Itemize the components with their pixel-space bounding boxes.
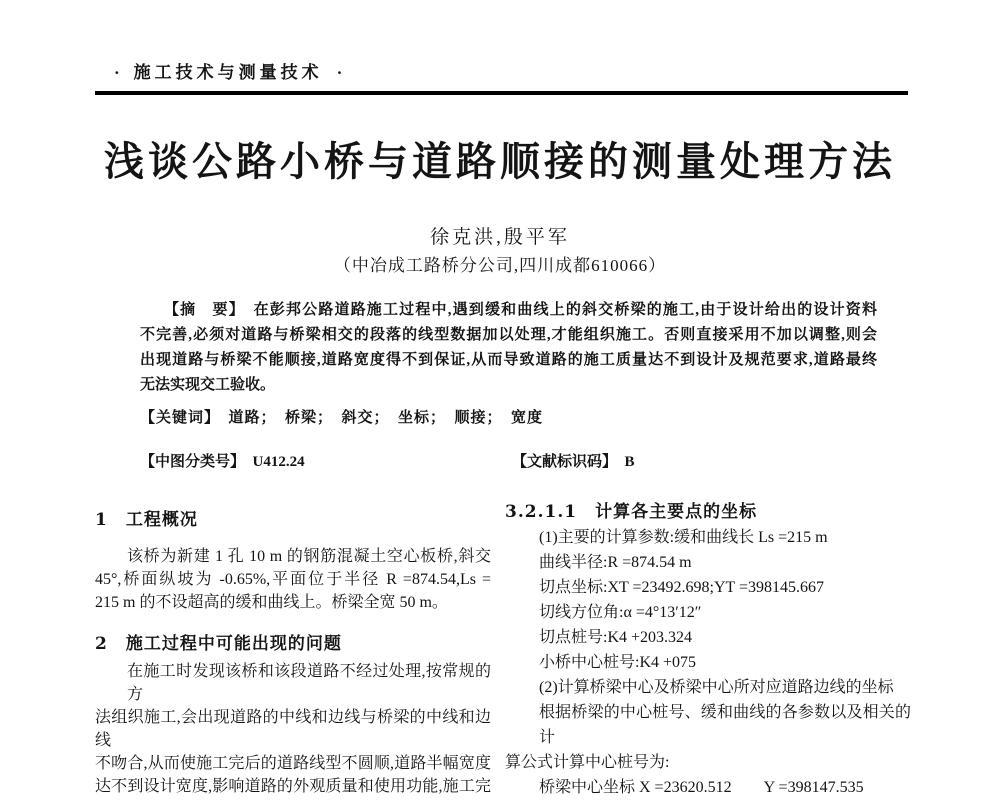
body-line: 算公式计算中心桩号为: <box>505 754 670 771</box>
paper-title: 浅谈公路小桥与道路顺接的测量处理方法 <box>104 138 896 185</box>
header-divider-rule <box>95 91 908 95</box>
header-left-dot: · <box>114 63 120 82</box>
formula-line: (1)主要的计算参数:缓和曲线长 Ls =215 m <box>539 529 828 546</box>
abstract-line: 不完善,必须对道路与桥梁相交的段落的线型数据加以处理,才能组织施工。否则直接采用不加以调整,则会 <box>140 327 877 343</box>
abstract-line: 无法实现交工验收。 <box>140 377 276 393</box>
paper-authors: 徐克洪,殷平军 <box>430 227 570 248</box>
formula-line: 切点坐标:XT =23492.698;YT =398145.667 <box>539 579 825 596</box>
body-line: 45°,桥面纵坡为 -0.65%,平面位于半径 R =874.54,Ls = <box>95 571 491 588</box>
body-line: 根据桥梁的中心桩号、缓和曲线的各参数以及相关的计 <box>539 704 911 746</box>
body-line: 该桥为新建 1 孔 10 m 的钢筋混凝土空心板桥,斜交 <box>127 548 491 565</box>
section-1-paragraph <box>95 543 491 612</box>
body-line: 215 m 的不设超高的缓和曲线上。桥梁全宽 50 m。 <box>95 594 448 611</box>
formula-line: 切线方位角:α =4°13′12″ <box>539 604 702 621</box>
formula-line: 小桥中心桩号:K4 +075 <box>539 654 697 671</box>
section-2-paragraph <box>95 658 491 796</box>
body-line: 在施工时发现该桥和该段道路不经过处理,按常规的方 <box>127 663 491 703</box>
section-1-heading: 1 工程概况 <box>95 510 198 530</box>
document-code: 【文献标识码】 B <box>512 454 635 470</box>
header-right-dot: · <box>336 63 343 82</box>
paper-affiliation: （中冶成工路桥分公司,四川成都610066） <box>333 256 667 275</box>
section-2-heading: 2 施工过程中可能出现的问题 <box>95 634 342 654</box>
keywords-line: 【关键词】 道路； 桥梁； 斜交； 坐标； 顺接； 宽度 <box>140 410 544 426</box>
body-line: 达不到设计宽度,影响道路的外观质量和使用功能,施工完 <box>95 778 491 795</box>
body-line: 不吻合,从而使施工完后的道路线型不圆顺,道路半幅宽度 <box>95 755 491 772</box>
clc-number: 【中图分类号】 U412.24 <box>140 454 305 470</box>
body-line: 法组织施工,会出现道路的中线和边线与桥梁的中线和边线 <box>95 709 491 749</box>
formula-line: 切点桩号:K4 +203.324 <box>539 629 693 646</box>
classification-line <box>140 450 877 472</box>
section-3211-heading: 3.2.1.1 计算各主要点的坐标 <box>505 502 758 522</box>
abstract-block <box>140 298 877 398</box>
journal-column-header <box>114 58 342 83</box>
formula-line-clipped: 桥梁中心坐标 X =23620.512 Y =398147.535 <box>539 779 864 796</box>
abstract-line: 出现道路与桥梁不能顺接,道路宽度得不到保证,从而导致道路的施工质量达不到设计及规范要求,道路最终 <box>140 352 877 368</box>
right-column <box>505 500 911 800</box>
formula-line: 曲线半径:R =874.54 m <box>539 554 692 571</box>
abstract-line: 【摘 要】 在彭邦公路道路施工过程中,遇到缓和曲线上的斜交桥梁的施工,由于设计给出的设计资料 <box>164 302 877 318</box>
formula-line: (2)计算桥梁中心及桥梁中心所对应道路边线的坐标 <box>539 679 894 696</box>
journal-section-label: 施工技术与测量技术 <box>133 63 323 82</box>
